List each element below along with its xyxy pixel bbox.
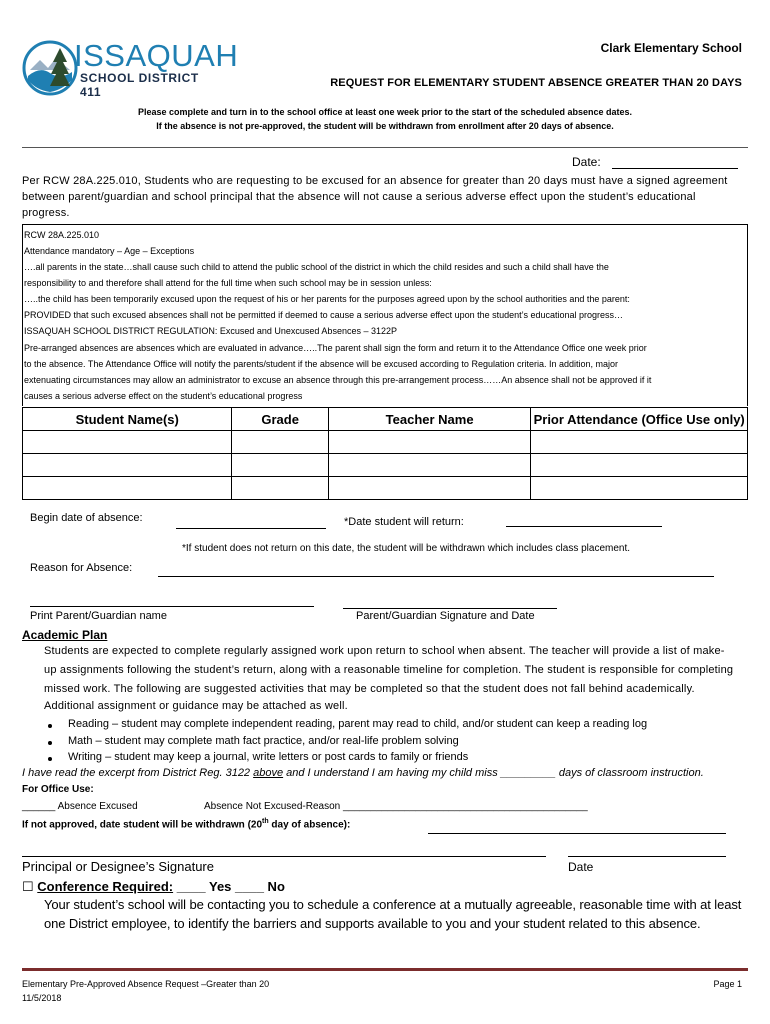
parent-signature-label: Parent/Guardian Signature and Date	[356, 610, 535, 622]
absence-not-excused: Absence Not Excused-Reason ____________________________________________	[204, 801, 588, 812]
rcw-line: ….all parents in the state…shall cause such child to attend the public school of the district in which the child resides and such a child shall have the	[24, 262, 609, 272]
withdrawn-sup: th	[262, 818, 269, 825]
attendance-cell[interactable]	[531, 477, 748, 500]
intro-line-3: progress.	[22, 207, 70, 219]
teacher-cell[interactable]	[328, 454, 531, 477]
rcw-line: RCW 28A.225.010	[24, 230, 100, 240]
academic-para-4: Additional assignment or guidance may be attached as well.	[44, 700, 348, 712]
return-note: *If student does not return on this date, the student will be withdrawn which includes class placement.	[182, 543, 631, 554]
student-name-cell[interactable]	[23, 477, 232, 500]
rcw-line: …..the child has been temporarily excused upon the request of his or her parents for the purposes agreed upon by the school authorities and the parent:	[24, 294, 630, 304]
begin-date-field[interactable]	[176, 528, 326, 529]
logo-emblem-icon	[22, 40, 78, 96]
rcw-line: responsibility to and therefore shall attend for the full time when such school may be in session unless:	[24, 278, 432, 288]
academic-para-1: Students are expected to complete regularly assigned work upon return to school when absent. The teacher will provide a list of make-	[44, 645, 725, 657]
rcw-line: Attendance mandatory – Age – Exceptions	[24, 246, 195, 256]
rcw-line: extenuating circumstances may allow an administrator to excuse an absence through this pre-arrangement process……An absence shall not be approved if it	[24, 375, 652, 385]
rcw-line: PROVIDED that such excused absences shall not be permitted if deemed to cause a serious adverse effect upon the student’s educational progress…	[24, 310, 624, 320]
student-name-cell[interactable]	[23, 454, 232, 477]
col-student-name: Student Name(s)	[23, 408, 232, 431]
return-date-field[interactable]	[506, 526, 662, 527]
list-item: Math – student may complete math fact practice, and/or real-life problem solving	[68, 735, 459, 747]
grade-cell[interactable]	[232, 431, 328, 454]
return-date-label: *Date student will return:	[344, 516, 464, 528]
district-logo	[22, 38, 239, 99]
parent-name-field[interactable]	[30, 606, 314, 607]
conference-row	[22, 879, 285, 895]
excerpt-above: above	[253, 767, 284, 779]
absence-excused: ______ Absence Excused	[22, 801, 138, 812]
withdrawn-date-field[interactable]	[428, 833, 726, 834]
col-grade: Grade	[232, 408, 328, 431]
principal-signature-field[interactable]	[22, 856, 546, 857]
reason-field[interactable]	[158, 576, 714, 577]
footer-date: 11/5/2018	[22, 993, 62, 1003]
print-parent-label: Print Parent/Guardian name	[30, 610, 167, 622]
withdrawn-part-a: If not approved, date student will be withdrawn (20	[22, 819, 263, 831]
logo-name-sub: SCHOOL DISTRICT 411	[80, 71, 199, 99]
intro-line-2: between parent/guardian and school principal that the absence will not cause a serious adverse effect upon the student’s educational	[22, 191, 696, 203]
principal-date-label: Date	[568, 860, 594, 874]
student-name-cell[interactable]	[23, 431, 232, 454]
table-row[interactable]	[23, 454, 748, 477]
teacher-cell[interactable]	[328, 477, 531, 500]
bullet-icon	[48, 757, 52, 761]
rcw-line: causes a serious adverse effect on the student’s educational progress	[24, 391, 303, 401]
conference-label: Conference Required:	[37, 879, 174, 894]
list-item: Reading – student may complete independent reading, parent may read to child, and/or student can keep a reading log	[68, 718, 648, 730]
conference-text-1: Your student’s school will be contacting you to schedule a conference at a mutually agreeable, reasonable time with at least	[44, 897, 742, 912]
school-name: Clark Elementary School	[600, 41, 742, 55]
rcw-line: ISSAQUAH SCHOOL DISTRICT REGULATION: Excused and Unexcused Absences – 3122P	[24, 326, 397, 336]
col-teacher-name: Teacher Name	[328, 408, 531, 431]
principal-signature-label: Principal or Designee’s Signature	[22, 859, 214, 874]
logo-name-main: ISSAQUAH	[74, 38, 239, 73]
conference-checkbox[interactable]: ☐	[22, 879, 34, 894]
instruction-1: Please complete and turn in to the school office at least one week prior to the start of the scheduled absence dates.	[137, 107, 633, 117]
grade-cell[interactable]	[232, 454, 328, 477]
attendance-cell[interactable]	[531, 454, 748, 477]
excerpt-acknowledgement	[22, 767, 704, 779]
withdrawn-part-b: day of absence):	[268, 819, 351, 831]
academic-plan-heading: Academic Plan	[22, 628, 108, 642]
rcw-line: to the absence. The Attendance Office will notify the parents/student if the absence will be excused according to Regulation criteria. In addition, major	[24, 359, 619, 369]
academic-para-3: missed work. The following are suggested activities that may be completed so that the student does not fall behind academically.	[44, 683, 695, 695]
header-divider	[22, 147, 748, 148]
begin-date-label: Begin date of absence:	[30, 512, 143, 524]
parent-signature-field[interactable]	[343, 608, 557, 609]
bullet-icon	[48, 741, 52, 745]
rcw-excerpt-box	[22, 224, 748, 406]
intro-line-1: Per RCW 28A.225.010, Students who are requesting to be excused for an absence for greater than 20 days must have a signed agreement	[22, 175, 728, 187]
date-field[interactable]	[612, 168, 738, 169]
form-title: REQUEST FOR ELEMENTARY STUDENT ABSENCE GREATER THAN 20 DAYS	[330, 77, 742, 89]
office-use-heading: For Office Use:	[22, 784, 94, 795]
principal-date-field[interactable]	[568, 856, 726, 857]
table-row[interactable]	[23, 477, 748, 500]
list-item: Writing – student may keep a journal, write letters or post cards to family or friends	[68, 751, 469, 763]
table-row[interactable]	[23, 431, 748, 454]
teacher-cell[interactable]	[328, 431, 531, 454]
instruction-2: If the absence is not pre-approved, the student will be withdrawn from enrollment after 20 days of absence.	[156, 121, 614, 131]
col-prior-attendance: Prior Attendance (Office Use only)	[531, 408, 748, 431]
attendance-cell[interactable]	[531, 431, 748, 454]
table-header-row	[23, 408, 748, 431]
excerpt-part-a: I have read the excerpt from District Reg. 3122	[22, 767, 254, 779]
conference-text-2: one District employee, to identify the barriers and supports available to you and your student related to this absence.	[44, 916, 701, 931]
academic-para-2: up assignments following the student’s return, along with a reasonable timeline for completion. The student is responsible for completing	[44, 664, 734, 676]
conference-yes-no[interactable]: ____ Yes ____ No	[173, 879, 285, 894]
footer-title: Elementary Pre-Approved Absence Request –Greater than 20	[22, 979, 270, 989]
excerpt-part-b: and I understand I am having my child miss _________ days of classroom instruction.	[283, 767, 704, 779]
reason-label: Reason for Absence:	[30, 562, 133, 574]
withdrawn-date-label	[22, 818, 350, 830]
student-table	[22, 407, 748, 500]
date-label: Date:	[572, 155, 601, 169]
footer-page: Page 1	[713, 979, 742, 989]
bullet-icon	[48, 724, 52, 728]
rcw-line: Pre-arranged absences are absences which are evaluated in advance…..The parent shall sign the form and return it to the Attendance Office one week prior	[24, 343, 647, 353]
footer-bar	[22, 968, 748, 971]
grade-cell[interactable]	[232, 477, 328, 500]
